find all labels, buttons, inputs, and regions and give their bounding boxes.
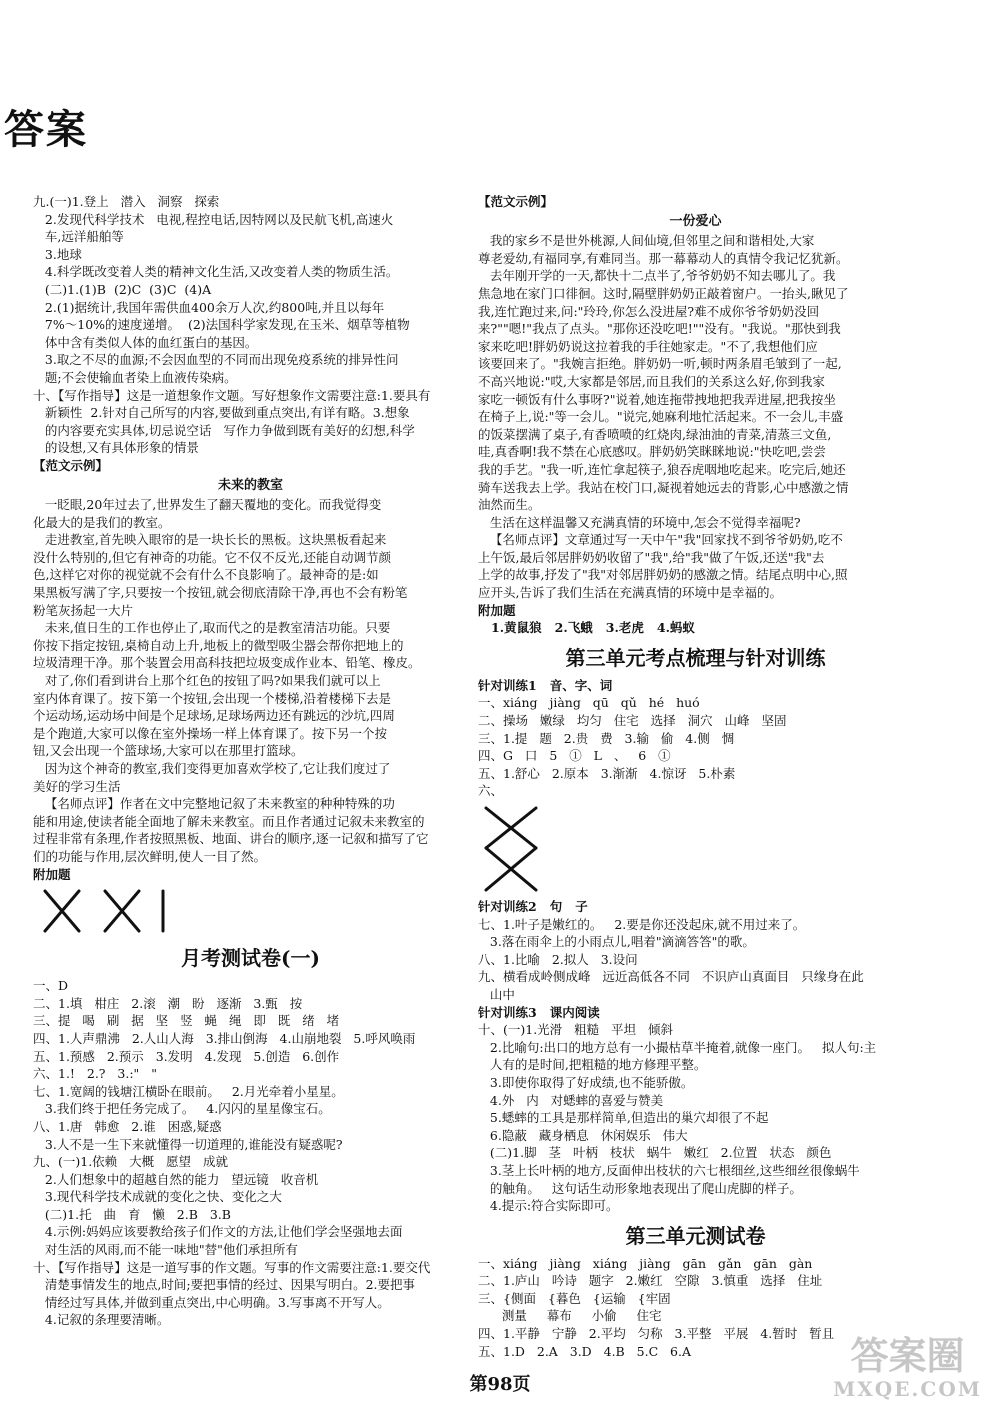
text-line: 3.落在雨伞上的小雨点儿,唱着"滴滴答答"的歌。: [478, 934, 755, 950]
text-line: 来?""嗯!"我点了点头。"那你还没吃吧!""没有。"我说。"那快到我: [478, 321, 841, 337]
text-line: 钮,又会出现一个篮球场,大家可以在那里打篮球。: [33, 743, 304, 759]
text-line: 的内容要充实具体,切忌说空话 写作力争做到既有美好的幻想,科学: [33, 422, 415, 438]
text-line: 山中: [478, 986, 515, 1002]
text-line: 垃圾清理干净。那个装置会用高科技把垃圾变成作业本、铅笔、橡皮。: [33, 655, 421, 671]
text-line: 测量 幕布 小偷 住宅: [478, 1308, 662, 1324]
essay-body: [33, 496, 468, 795]
text-line: 一、D: [33, 978, 69, 994]
extra-question-label: 附加题: [478, 602, 516, 618]
text-line: 题;不会使输血者染上血液传染病。: [33, 369, 237, 385]
text-line: 我的家乡不是世外桃源,人间仙境,但邻里之间和谐相处,大家: [478, 233, 815, 249]
text-line: 因为这个神奇的教室,我们变得更加喜欢学校了,它让我们度过了: [33, 761, 391, 776]
text-line: 清楚事情发生的地点,时间;要把事情的经过、因果写明白。2.要把事: [33, 1277, 416, 1293]
text-line: 【名师点评】作者在文中完整地记叙了未来教室的种种特殊的功: [33, 796, 395, 812]
text-line: 2.(1)据统计,我国年需供血400余万人次,约800吨,并且以每年: [33, 299, 385, 315]
text-line: 对生活的风雨,而不能一味地"替"他们承担所有: [33, 1242, 298, 1258]
extra-question-answer: 1.黄鼠狼 2.飞蛾 3.老虎 4.蚂蚁: [478, 620, 695, 636]
text-line: 3.我们终于把任务完成了。 4.闪闪的星星像宝石。: [33, 1101, 331, 1117]
text-line: 我,连忙跑过来,问:"玲玲,你怎么没进屋?难不成你爷爷奶奶没回: [478, 303, 820, 319]
text-line: 3.现代科学技术成就的变化之快、变化之大: [33, 1189, 282, 1205]
text-line: (二)1.托 曲 育 懒 2.B 3.B: [33, 1206, 231, 1222]
text-line: 去年刚开学的一天,都快十二点半了,爷爷奶奶不知去哪儿了。我: [478, 268, 836, 284]
text-line: 八、1.比喻 2.拟人 3.设问: [478, 951, 638, 967]
text-line: 粉笔灰扬起一大片: [33, 602, 134, 618]
text-line: 家来吃吧!胖奶奶说这拉着我的手往她家走。"不了,我想他们应: [478, 338, 818, 354]
extra-question-label: 附加题: [33, 866, 71, 882]
text-line: 五、1.预感 2.预示 3.发明 4.发现 5.创造 6.创作: [33, 1048, 340, 1064]
text-line: 七、1.宽阔的钱塘江横卧在眼前。 2.月光牵着小星星。: [33, 1083, 344, 1099]
text-line: 十、(一)1.光滑 粗糙 平坦 倾斜: [478, 1022, 673, 1038]
text-line: 六、1.! 2.? 3.:" ": [33, 1066, 157, 1082]
text-line: 家吃一顿饭有什么事呀?"说着,她连拖带拽地把我弄进屋,把我按坐: [478, 391, 836, 407]
text-line: 们的功能与作用,层次鲜明,使人一目了然。: [33, 848, 266, 864]
teacher-review: [478, 531, 913, 601]
text-line: 二、1.庐山 吟诗 题字 2.嫩红 空隙 3.慎重 选择 住址: [478, 1273, 823, 1289]
text-line: 3.人不是一生下来就懂得一切道理的,谁能没有疑惑呢?: [33, 1136, 343, 1152]
text-line: 九、(一)1.依赖 大概 愿望 成就: [33, 1154, 228, 1170]
section-title-monthly-test: 月考测试卷(一): [181, 946, 320, 971]
text-line: 我的手艺。"我一听,连忙拿起筷子,狼吞虎咽地吃起来。吃完后,她还: [478, 461, 846, 477]
text-line: 新颖性 2.针对自己所写的内容,要做到重点突出,有详有略。3.想象: [33, 405, 410, 421]
text-line: 【名师点评】文章通过写一天中午"我"回家找不到爷爷奶奶,吃不: [478, 532, 843, 548]
text-line: 能和用途,使读者能全面地了解未来教室。而且作者通过记叙未来教室的: [33, 813, 425, 829]
right-column: [478, 193, 913, 1360]
text-line: (二)1.脚 茎 叶柄 枝状 蜗牛 嫩红 2.位置 状态 颜色: [478, 1145, 832, 1161]
text-line: 4.示例:妈妈应该要教给孩子们作文的方法,让他们学会坚强地去面: [33, 1224, 403, 1240]
text-line: 人有的是时间,把粗糙的地方修理平整。: [478, 1057, 707, 1073]
text-line: 九、横看成岭侧成峰 远近高低各不同 不识庐山真面目 只缘身在此: [478, 969, 864, 985]
text-line: 哇,真香啊!我不禁在心底感叹。胖奶奶笑眯眯地说:"快吃吧,尝尝: [478, 444, 826, 460]
text-line: 该要回来了。"我婉言拒绝。胖奶奶一听,顿时两条眉毛皱到了一起,: [478, 356, 842, 372]
essay-title: 一份爱心: [669, 213, 722, 229]
text-line: 十、【写作指导】这是一道写事的作文题。写事的作文需要注意:1.要交代: [33, 1259, 431, 1275]
text-line: 四、1.平静 宁静 2.平均 匀称 3.平整 平展 4.暂时 暂且: [478, 1326, 835, 1342]
section-title-unit3-review: 第三单元考点梳理与针对训练: [565, 645, 826, 670]
text-line: 生活在这样温馨又充满真情的环境中,怎会不觉得幸福呢?: [478, 514, 801, 530]
text-line: 焦急地在家门口徘徊。这时,隔壁胖奶奶正敲着窗户。一抬头,瞅见了: [478, 285, 849, 301]
text-line: 4.科学既改变着人类的精神文化生活,又改变着人类的物质生活。: [33, 264, 399, 280]
text-line: 个运动场,运动场中间是个足球场,足球场两边还有跳远的沙坑,四周: [33, 708, 395, 724]
drill-answers: [478, 1021, 913, 1215]
matching-lines-figure: [478, 802, 913, 898]
text-line: 6.隐蔽 藏身栖息 休闲娱乐 伟大: [478, 1127, 688, 1143]
sample-essay-label: 【范文示例】: [33, 457, 109, 473]
drill-answers: [478, 916, 913, 1004]
watermark-text: 答案圈: [850, 1333, 965, 1378]
text-line: 应开头,告诉了我们生活在充满真情的环境中是幸福的。: [478, 585, 782, 601]
text-line: 走进教室,首先映入眼帘的是一块长长的黑板。这块黑板看起来: [33, 532, 387, 548]
text-line: 情经过写具体,并做到重点突出,中心明确。3.写事离不开写人。: [33, 1294, 390, 1310]
text-line: 3.取之不尽的血源;不会因血型的不同而出现免疫系统的排异性问: [33, 352, 399, 368]
text-line: 7%～10%的速度递增。 (2)法国科学家发现,在玉米、烟草等植物: [33, 317, 410, 333]
text-line: 美好的学习生活: [33, 778, 121, 794]
text-line: 上学的故事,抒发了"我"对邻居胖奶奶的感激之情。结尾点明中心,照: [478, 567, 848, 583]
text-line: 2.人们想象中的超越自然的能力 望远镜 收音机: [33, 1171, 319, 1187]
watermark-url: MXQE.COM: [833, 1377, 982, 1401]
text-line: 骑车送我去上学。我站在校门口,凝视着她远去的背影,心中感激之情: [478, 479, 849, 495]
text-line: 未来,值日生的工作也停止了,取而代之的是教室清洁功能。只要: [33, 620, 391, 636]
drill-heading: 针对训练2 句 子: [478, 899, 588, 914]
text-line: 三、1.提 题 2.贵 费 3.输 偷 4.侧 惆: [478, 730, 735, 746]
watermark-logo: [825, 1335, 990, 1415]
section-title-unit3-test: 第三单元测试卷: [625, 1223, 766, 1248]
text-line: 对了,你们看到讲台上那个红色的按钮了吗?如果我们就可以上: [33, 673, 381, 689]
text-line: 一眨眼,20年过去了,世界发生了翻天覆地的变化。而我觉得变: [33, 497, 382, 513]
text-line: 二、1.填 柑庄 2.滚 潮 盼 逐渐 3.甄 按: [33, 995, 303, 1011]
text-line: 一、xiáng jiàng qū qǔ hé huó: [478, 695, 700, 711]
left-column: [33, 193, 468, 1329]
text-line: 的饭菜摆满了桌子,有香喷喷的红烧肉,绿油油的青菜,清蒸三文鱼,: [478, 426, 832, 442]
text-line: 没什么特别的,但它有神奇的功能。它不仅不反光,还能自动调节颜: [33, 549, 391, 565]
monthly-test-answers: [33, 977, 468, 1329]
text-line: 二、操场 嫩绿 均匀 住宅 选择 洞穴 山峰 坚固: [478, 713, 787, 729]
answer-block-unit-end: [33, 193, 468, 457]
text-line: 九.(一)1.登上 潜入 洞察 探索: [33, 194, 220, 209]
text-line: 尊老爱幼,有福同享,有难同当。那一幕幕动人的真情令我记忆犹新。: [478, 250, 849, 266]
text-line: 4.提示:符合实际即可。: [478, 1198, 619, 1214]
text-line: (二)1.(1)B (2)C (3)C (4)A: [33, 281, 212, 297]
text-line: 的设想,又有具体形象的情景: [33, 440, 199, 456]
text-line: 五、1.舒心 2.原本 3.渐渐 4.惊讶 5.朴素: [478, 765, 736, 781]
essay-title: 未来的教室: [217, 477, 283, 493]
text-line: 色,这样它对你的视觉就不会有什么不良影响了。最神奇的是:如: [33, 567, 379, 583]
text-line: 过程非常有条理,作者按照黑板、地面、讲台的顺序,逐一记叙和描写了它: [33, 831, 429, 847]
text-line: 一、xiáng jiàng xiáng jiàng gān gǎn gān gàn: [478, 1255, 813, 1271]
page-number: 第98页: [469, 1374, 531, 1395]
text-line: 化最大的是我们的教室。: [33, 514, 171, 530]
essay-body: [478, 232, 913, 531]
text-line: 4.记叙的条理要清晰。: [33, 1312, 170, 1328]
sample-essay-label: 【范文示例】: [478, 194, 554, 209]
text-line: 十、【写作指导】这是一道想象作文题。写好想象作文需要注意:1.要具有: [33, 387, 431, 403]
drill-answers: [478, 694, 913, 800]
text-line: 果黑板写满了字,只要按一个按钮,就会彻底清除干净,再也不会有粉笔: [33, 585, 408, 601]
text-line: 2.比喻句:出口的地方总有一小撮枯草半掩着,就像一座门。 拟人句:主: [478, 1039, 877, 1055]
text-line: 室内体育课了。按下第一个按钮,会出现一个楼梯,沿着楼梯下去是: [33, 690, 391, 706]
teacher-review: [33, 795, 468, 865]
text-line: 车,远洋船舶等: [33, 229, 124, 245]
text-line: 5.蟋蟀的工具是那样简单,但造出的巢穴却很了不起: [478, 1110, 769, 1126]
text-line: 3.即使你取得了好成绩,也不能骄傲。: [478, 1074, 694, 1090]
text-line: 油然而生。: [478, 497, 541, 513]
text-line: 四、1.人声鼎沸 2.人山人海 3.排山倒海 4.山崩地裂 5.呼风唤雨: [33, 1030, 416, 1046]
text-line: 3.茎上长叶柄的地方,反面伸出枝状的六七根细丝,这些细丝很像蜗牛: [478, 1162, 860, 1178]
text-line: 六、: [478, 783, 504, 799]
text-line: 3.地球: [33, 246, 82, 262]
text-line: 三、提 喝 刷 据 坚 竖 蝇 绳 即 既 绪 堵: [33, 1013, 340, 1029]
text-line: 五、1.D 2.A 3.D 4.B 5.C 6.A: [478, 1343, 692, 1359]
text-line: 的触角。 这句话生动形象地表现出了爬山虎脚的样子。: [478, 1180, 802, 1196]
text-line: 不高兴地说:"哎,大家都是邻居,而且我们的关系这么好,你到我家: [478, 373, 825, 389]
matching-lines-figure: [33, 885, 468, 937]
text-line: 是个跑道,大家可以像在室外操场一样上体育课了。按下另一个按: [33, 725, 387, 741]
text-line: 在椅子上,说:"等一会儿。"说完,她麻利地忙活起来。不一会儿,丰盛: [478, 409, 844, 425]
text-line: 七、1.叶子是嫩红的。 2.要是你还没起床,就不用过来了。: [478, 916, 806, 932]
text-line: 三、{侧面 {暮色 {运输 {牢固: [478, 1290, 671, 1306]
text-line: 体中含有类似人体的血红蛋白的基因。: [33, 334, 258, 350]
text-line: 2.发现代科学技术 电视,程控电话,因特网以及民航飞机,高速火: [33, 211, 394, 227]
drill-heading: 针对训练1 音、字、词: [478, 677, 613, 693]
text-line: 四、G 口 5 ① L 、 6 ①: [478, 748, 671, 764]
text-line: 4.外 内 对蟋蟀的喜爱与赞美: [478, 1092, 664, 1108]
text-line: 八、1.唐 韩愈 2.谁 困惑,疑惑: [33, 1118, 222, 1134]
text-line: 你按下指定按钮,桌椅自动上升,地板上的微型吸尘器会帮你把地上的: [33, 637, 404, 653]
drill-heading: 针对训练3 课内阅读: [478, 1004, 600, 1020]
page-title: 答案: [4, 106, 88, 153]
text-line: 上午饭,最后邻居胖奶奶收留了"我",给"我"做了午饭,还送"我"去: [478, 549, 825, 565]
